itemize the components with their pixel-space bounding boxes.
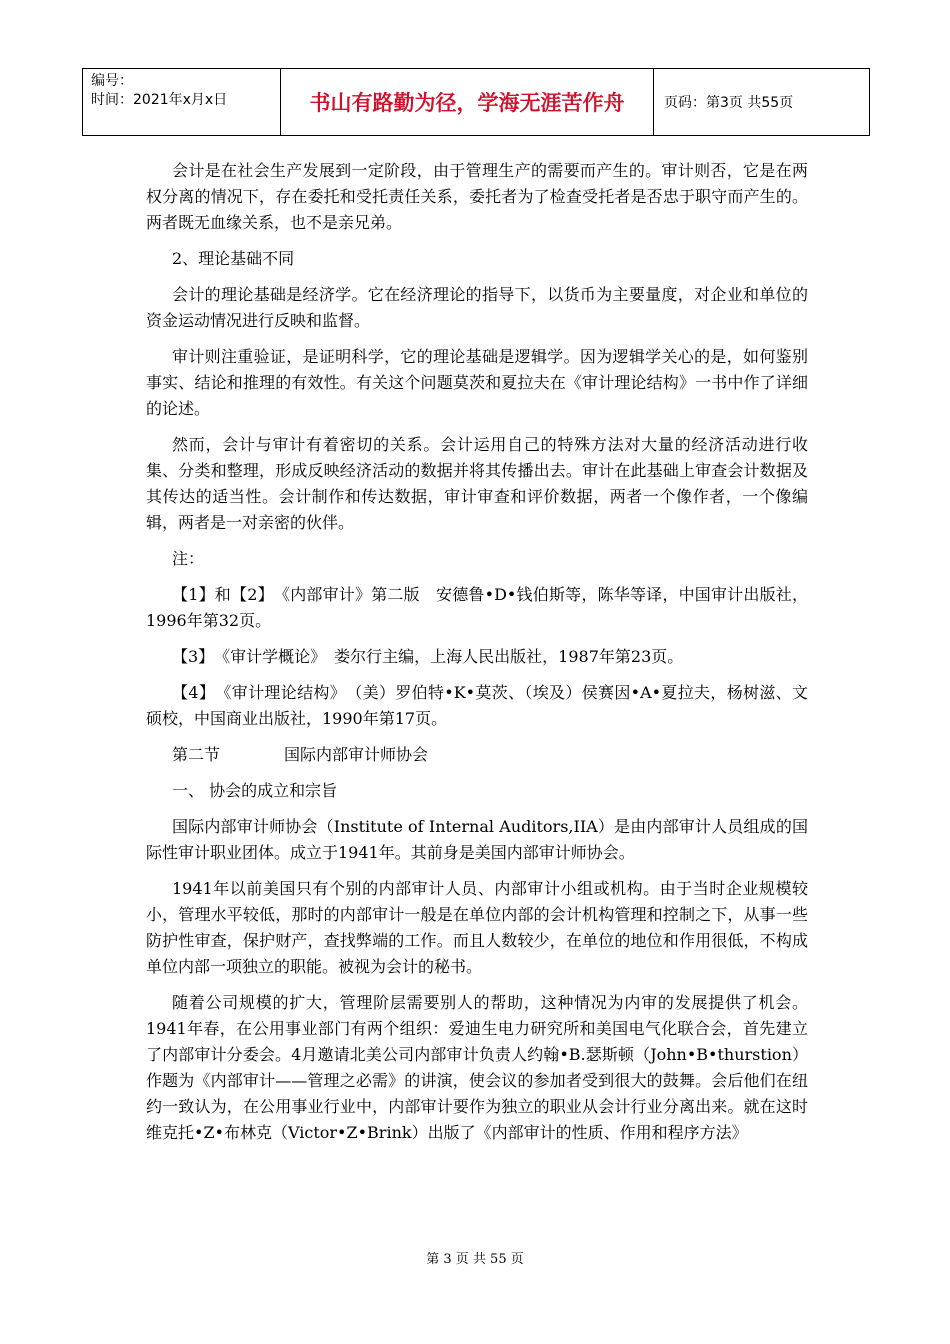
paragraph: 国际内部审计师协会（Institute of Internal Auditors,IIA）是由内部审计人员组成的国际性审计职业团体。成立于1941年。其前身是美国内部审计师协会。 (146, 817, 808, 862)
section-heading: 2、理论基础不同 (172, 249, 295, 268)
page-header (82, 68, 870, 136)
footnote: 【4】 《审计理论结构》 （美）罗伯特•K•莫茨、（埃及）侯赛因•A•夏拉夫，杨树滋、文硕校，中国商业出版社，1990年第17页。 (146, 683, 808, 728)
header-number-label: 编号： (91, 73, 133, 89)
paragraph: 1941年以前美国只有个别的内部审计人员、内部审计小组或机构。由于当时企业规模较小，管理水平较低，那时的内部审计一般是在单位内部的会计机构管理和控制之下，从事一些防护性审查，保护财产，查找弊端的工作。而且人数较少，在单位的地位和作用很低，不构成单位内部一项独立的职能。被视为会计的秘书。 (146, 879, 808, 976)
paragraph: 随着公司规模的扩大，管理阶层需要别人的帮助，这种情况为内审的发展提供了机会。1941年春，在公用事业部门有两个组织：爱迪生电力研究所和美国电气化联合会，首先建立了内部审计分委会。4月邀请北美公司内部审计负责人约翰•B.瑟斯顿（John•B•thurstion）作题为《内部审计——管理之必需》的讲演，使会议的参加者受到很大的鼓舞。会后他们在纽约一致认为，在公用事业行业中，内部审计要作为独立的职业从会计行业分离出来。就在这时维克托•Z•布林克（Victor•Z•Brink）出版了《内部审计的性质、作用和程序方法》 (146, 993, 808, 1142)
paragraph: 然而，会计与审计有着密切的关系。会计运用自己的特殊方法对大量的经济活动进行收集、分类和整理，形成反映经济活动的数据并将其传播出去。审计在此基础上审查会计数据及其传达的适当性。会计制作和传达数据，审计审查和评价数据，两者一个像作者，一个像编辑，两者是一对亲密的伙伴。 (146, 435, 808, 532)
footnote: 【3】 《审计学概论》 娄尔行主编，上海人民出版社，1987年第23页。 (172, 647, 684, 666)
header-meta (83, 69, 281, 135)
section-heading: 第二节 国际内部审计师协会 (172, 745, 429, 764)
notes-label: 注： (172, 549, 205, 568)
header-time-label: 时间：2021年x月x日 (91, 92, 228, 108)
header-page-label: 页码：第3页 共55页 (664, 95, 794, 111)
paragraph: 会计是在社会生产发展到一定阶段，由于管理生产的需要而产生的。审计则否，它是在两权分离的情况下，存在委托和受托责任关系，委托者为了检查受托者是否忠于职守而产生的。两者既无血缘关系，也不是亲兄弟。 (146, 161, 808, 232)
document-body (146, 158, 808, 1156)
page-footer: 第 3 页 共 55 页 (426, 1252, 524, 1267)
header-motto: 书山有路勤为径，学海无涯苦作舟 (281, 69, 654, 135)
footnote: 【1】和【2】 《内部审计》第二版 安德鲁•D•钱伯斯等，陈华等译，中国审计出版社，1996年第32页。 (146, 585, 808, 630)
paragraph: 审计则注重验证，是证明科学，它的理论基础是逻辑学。因为逻辑学关心的是，如何鉴别事实、结论和推理的有效性。有关这个问题莫茨和夏拉夫在《审计理论结构》一书中作了详细的论述。 (146, 347, 808, 418)
paragraph: 会计的理论基础是经济学。它在经济理论的指导下，以货币为主要量度，对企业和单位的资金运动情况进行反映和监督。 (146, 285, 808, 330)
subsection-heading: 一、 协会的成立和宗旨 (172, 781, 338, 800)
